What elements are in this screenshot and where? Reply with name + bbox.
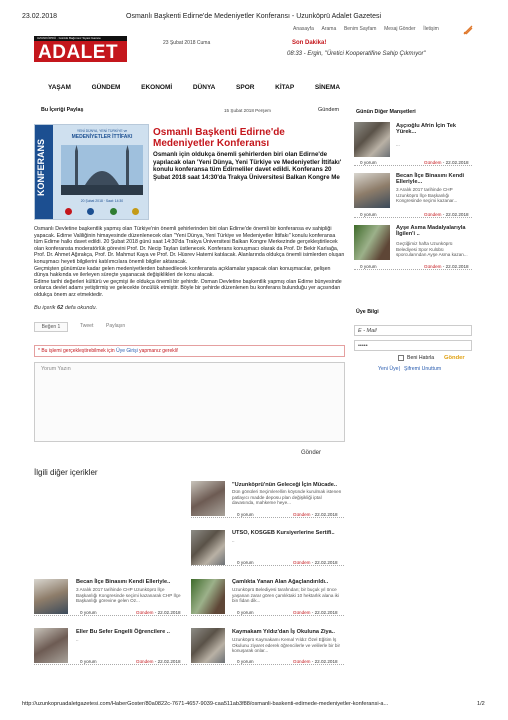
related-item-meta: 0 yorum Gündem - 22.02.2018 [191, 610, 344, 616]
nav-sinema[interactable]: SİNEMA [314, 84, 341, 91]
related-item-title[interactable]: Çamlıkta Yanan Alan Ağaçlandırıldı.. [232, 579, 329, 585]
related-item-category[interactable]: Gündem [292, 659, 311, 664]
nav-dunya[interactable]: DÜNYA [192, 84, 216, 91]
login-submit-button[interactable]: Gönder [444, 355, 465, 361]
print-date: 23.02.2018 [22, 13, 58, 20]
related-item-desc: .. [232, 538, 235, 543]
related-item-date: 22.02.2018 [314, 512, 338, 517]
tweet-button[interactable]: Tweet [80, 323, 94, 329]
sidebar-item-views: 0 yorum [360, 264, 377, 269]
related-item-date: 22.02.2018 [314, 610, 338, 615]
sidebar-thumb-2[interactable] [354, 173, 390, 208]
sidebar-item-desc: 3 Aralık 2017 tarihinde CHP Uzunköprü İlçe Başkanlığı Kongresinde seçimi kazanar... [396, 187, 458, 204]
share-button[interactable]: Paylaşın [106, 323, 126, 329]
related-item-category[interactable]: Gündem [292, 610, 311, 615]
print-page: 1/2 [477, 701, 485, 707]
article-lead: Osmanlı için oldukça önemli şehirlerden biri olan Edirne'de yapılacak olan 'Yeni Dünya, Yeni Türkiye ve Medeniyetler İttifakı' konulu konferansa tüm Edirneliler davet edildi. Konferans 20 Şubat 2018 saat 14:30'da Trakya Üniversitesi Balkan Kongre Me [153, 151, 342, 181]
warning-suffix: yapmanız gerekli! [139, 348, 179, 354]
related-item-category[interactable]: Gündem [135, 610, 154, 615]
related-item-views: 0 yorum [237, 610, 254, 615]
top-link-search[interactable]: Arama [321, 26, 337, 32]
nav-kitap[interactable]: KİTAP [275, 84, 295, 91]
sidebar-item-category[interactable]: Gündem [423, 264, 442, 269]
sidebar-item-views: 0 yorum [360, 212, 377, 217]
related-item-desc: Uzunköprü Belediyesi tarafından; bir buçuk yıl önce yaşanan zarar gören çamlıktaki 10 hektarlık alana iki bin fidan dik... [232, 587, 339, 603]
sidebar-item-title[interactable]: Ayşe Asma Madalyalarıyla İlgilen'i .. [396, 225, 466, 238]
related-item-views: 0 yorum [237, 659, 254, 664]
sidebar-thumb-3[interactable] [354, 225, 390, 260]
related-item-desc: 3 Aralık 2017 tarihinde CHP Uzunköprü İlçe Başkanlığı Kongresinde seçimi kazanarak CHP İlçe Başkanlığı görevine gelen Oz... [76, 587, 181, 603]
top-link-my-page[interactable]: Benim Sayfam [343, 26, 377, 32]
sidebar-item-desc: Geçtiğimiz hafta Uzunköprü Belediyesi Spor Kulübü sporcularından Ayşe Asma kazan... [396, 241, 468, 258]
sidebar-item-meta: 0 yorum Gündem - 22.02.2018 [354, 160, 472, 166]
related-item-date: 22.02.2018 [314, 659, 338, 664]
related-item-title[interactable]: Becan İlçe Binasını Kendi Elleriyle.. [76, 579, 171, 585]
article-date: 15 Şubat 2018 Perşem [224, 108, 271, 113]
read-count-value: 62 [57, 305, 64, 311]
password-field[interactable]: ••••• [354, 340, 472, 351]
nav-ekonomi[interactable]: EKONOMİ [141, 84, 173, 91]
poster-top: YENİ DÜNYA, YENİ TÜRKİYE ve [76, 129, 128, 133]
sidebar-item-desc: ... [396, 142, 400, 147]
comment-submit-button[interactable]: Gönder [301, 450, 322, 456]
related-item-meta: 0 yorum Gündem - 22.02.2018 [34, 610, 187, 616]
related-item-meta: 0 yorum Gündem - 22.02.2018 [191, 659, 344, 665]
related-item-category[interactable]: Gündem [135, 659, 154, 664]
top-link-contact[interactable]: İletişim [423, 26, 439, 32]
article-category[interactable]: Gündem [318, 107, 340, 113]
related-item-views: 0 yorum [237, 560, 254, 565]
poster-footer: 20 Şubat 2018 · Saat: 14:30 [80, 199, 124, 203]
top-link-message[interactable]: Mesaj Gönder [384, 26, 416, 32]
related-thumb[interactable] [34, 628, 68, 663]
site-logo[interactable] [34, 36, 127, 62]
poster-heading: MEDENİYETLER İTTİFAKI [71, 134, 133, 140]
sidebar-heading: Günün Diğer Manşetleri [356, 109, 416, 115]
sidebar-item-category[interactable]: Gündem [423, 160, 442, 165]
comment-placeholder: Yorum Yazın [41, 366, 71, 372]
sidebar-item-meta: 0 yorum Gündem - 22.02.2018 [354, 264, 472, 270]
rss-icon[interactable] [463, 25, 473, 35]
top-links [287, 26, 439, 32]
logo-text: ADALET [34, 41, 127, 62]
print-url: http://uzunkopruadaletgazetesi.com/HaberGoster/80a0822c-7671-4657-9039-caa511ab3f88/osmanli-baskenti-edirnede-medeniyetler-konferansi-a... [22, 701, 389, 707]
sidebar-item-title[interactable]: Becan İlçe Binasını Kendi Elleriyle... [396, 173, 465, 186]
poster-logos [57, 205, 147, 217]
nav-spor[interactable]: SPOR [236, 84, 255, 91]
sidebar-item-category[interactable]: Gündem [423, 212, 442, 217]
read-count-prefix: Bu içerik [34, 305, 56, 311]
related-thumb[interactable] [191, 628, 225, 663]
related-item-date: 22.02.2018 [157, 659, 181, 664]
like-button[interactable] [34, 322, 68, 332]
nav-yasam[interactable]: YAŞAM [48, 84, 71, 91]
article-image [34, 124, 149, 220]
forgot-password-link[interactable]: Şifremi Unuttum [404, 366, 442, 372]
sidebar-item-views: 0 yorum [360, 160, 377, 165]
related-item-date: 22.02.2018 [314, 560, 338, 565]
related-item-desc: Uzunköprü Kaymakamı Kemal Yıldız Özel Eğitim İş Okulunu ziyaret ederek öğrencilerle ve velilerle bir bir konuşarak onlar... [232, 637, 341, 653]
article-paragraph: Geçmişten günümüze kadar gelen medeniyetlerden bahsedilecek konferansta açıklamalar yapacak olan konuşmacılar, gelişen dünya hakkında ve ilerleyen süreçte yaşanacak değişiklikleri de konu alacak. [34, 265, 331, 279]
remember-checkbox[interactable] [398, 355, 404, 361]
like-label: Beğen [41, 324, 57, 330]
related-thumb[interactable] [191, 579, 225, 614]
share-label[interactable]: Bu İçeriği Paylaş [41, 107, 84, 113]
related-item-meta: 0 yorum Gündem - 22.02.2018 [191, 560, 344, 566]
like-count: 1 [57, 324, 61, 330]
sidebar-item-date: 22.02.2018 [445, 212, 469, 217]
top-link-home[interactable]: Anasayfa [293, 26, 314, 32]
header-date: 23 Şubat 2018 Cuma [163, 40, 211, 46]
related-item-meta: 0 yorum Gündem - 22.02.2018 [34, 659, 187, 665]
related-item-date: 22.02.2018 [157, 610, 181, 615]
sidebar-item-meta: 0 yorum Gündem - 22.02.2018 [354, 212, 472, 218]
related-item-title[interactable]: Eller Bu Sefer Engelli Öğrencilere .. [76, 629, 170, 635]
sidebar-item-title[interactable]: Aşçıoğlu Afrin İçin Tek Yürek... [396, 123, 456, 136]
related-thumb[interactable] [191, 481, 225, 516]
login-heading: Üye Bilgi [356, 309, 379, 315]
article-paragraph: Edirne tarihi değerleri kültürü ve geçmişi ile oldukça önemli bir şehirdir. Osman Devletine başkentlik yapmış olan Edirne bünyesinde onlarca devlet adamı yetiştirmiş ve gelecekte öncülük etmiştir. Böyle bir şehirde düzenlenen bu konferans bulunduğu yer açısından oldukça önem arz etmektedir. [34, 278, 342, 298]
related-item-desc: Dün gönüleri Seçimlerellim köyünde kurulmak istenen patlayıcı madde deposu plan değişikliği iptal davasında, mahkeme heye... [232, 489, 342, 505]
read-count [34, 305, 97, 311]
poster-side-text: KONFERANS [36, 139, 46, 197]
register-link[interactable]: Yeni Üye [378, 366, 399, 372]
related-item-views: 0 yorum [80, 610, 97, 615]
related-item-views: 0 yorum [237, 512, 254, 517]
read-count-suffix: defa okundu. [64, 305, 98, 311]
related-heading: İlgili diğer içerikler [34, 468, 98, 477]
nav-gundem[interactable]: GÜNDEM [91, 84, 121, 91]
related-item-desc: .. [76, 637, 79, 642]
logo-strip: UZUNKÖPRÜ · Günlük Bağımsız Siyasi Gazete [34, 36, 127, 41]
article-body [34, 226, 345, 299]
login-warning [34, 345, 345, 357]
breaking-label: Son Dakika! [292, 40, 327, 46]
related-thumb[interactable] [34, 579, 68, 614]
article-paragraph: Osmanlı Devletine başkentlik yapmış olan Türkiye'nin önemli şehirlerinden biri olan Edirne'de önemli bir konferansa ev sahipliği yapacak. Edirne Valiliğinin himayesinde düzenlenecek olan "Yeni Dünya, Yeni Türkiye ve Medeniyetler İttifakı" konulu konferansa tüm Edirne halkı davet edildi. 20 Şubat 2018 günü saat 14:30'da Trakya Üniversitesi Balkan Kongre Merkezinde gerçekleştirilecek olan konferansta moderatörlük görevini Prof. Dr. Necip Taylan üstlenecek. Konferans konuşmacı olarak da Prof. Dr Bekir Karlıağa, Prof. Dr. Ahmet Ağırakça, Prof. Dr. Mahmut Kaya ve Prof. Dr. Hüsrev Hatemi katılacak. Alanlarında oldukça önemli isimlerden oluşan konuşmacı heyeti bilgilerini katılımcılara önemli bilgiler aktaracak. [34, 226, 345, 265]
sidebar-thumb-1[interactable] [354, 122, 390, 157]
link-separator: | [399, 366, 401, 372]
related-item-meta: 0 yorum Gündem - 22.02.2018 [191, 512, 344, 518]
comment-textarea[interactable] [34, 362, 345, 442]
related-item-category[interactable]: Gündem [292, 560, 311, 565]
email-field[interactable]: E - Mail [354, 325, 472, 336]
breaking-news[interactable]: 08:33 - Ergin, "Üretici Kooperatifine Sahip Çıkmıyor" [287, 51, 426, 57]
remember-label: Beni Hatırla [407, 355, 435, 361]
related-item-category[interactable]: Gündem [292, 512, 311, 517]
login-link[interactable]: Üye Girişi [116, 348, 138, 354]
related-item-views: 0 yorum [80, 659, 97, 664]
sidebar-item-date: 22.02.2018 [445, 264, 469, 269]
article-title: Osmanlı Başkenti Edirne'de Medeniyetler Konferansı [153, 127, 285, 149]
mosque-illustration [61, 145, 143, 195]
sidebar-item-date: 22.02.2018 [445, 160, 469, 165]
print-title: Osmanlı Başkenti Edirne'de Medeniyetler Konferansı - Uzunköprü Adalet Gazetesi [126, 13, 382, 20]
related-item-title[interactable]: UTSO, KOSGEB Kursiyerlerine Sertifi.. [232, 530, 335, 536]
related-item-title[interactable]: "Uzunköprü'nün Geleceği İçin Mücade.. [232, 482, 337, 488]
main-nav [48, 84, 359, 91]
related-item-title[interactable]: Kaymakam Yıldız'dan İş Okuluna Ziya.. [232, 629, 335, 635]
warning-prefix: * Bu işlemi gerçekleştirebilmek için [38, 348, 115, 354]
